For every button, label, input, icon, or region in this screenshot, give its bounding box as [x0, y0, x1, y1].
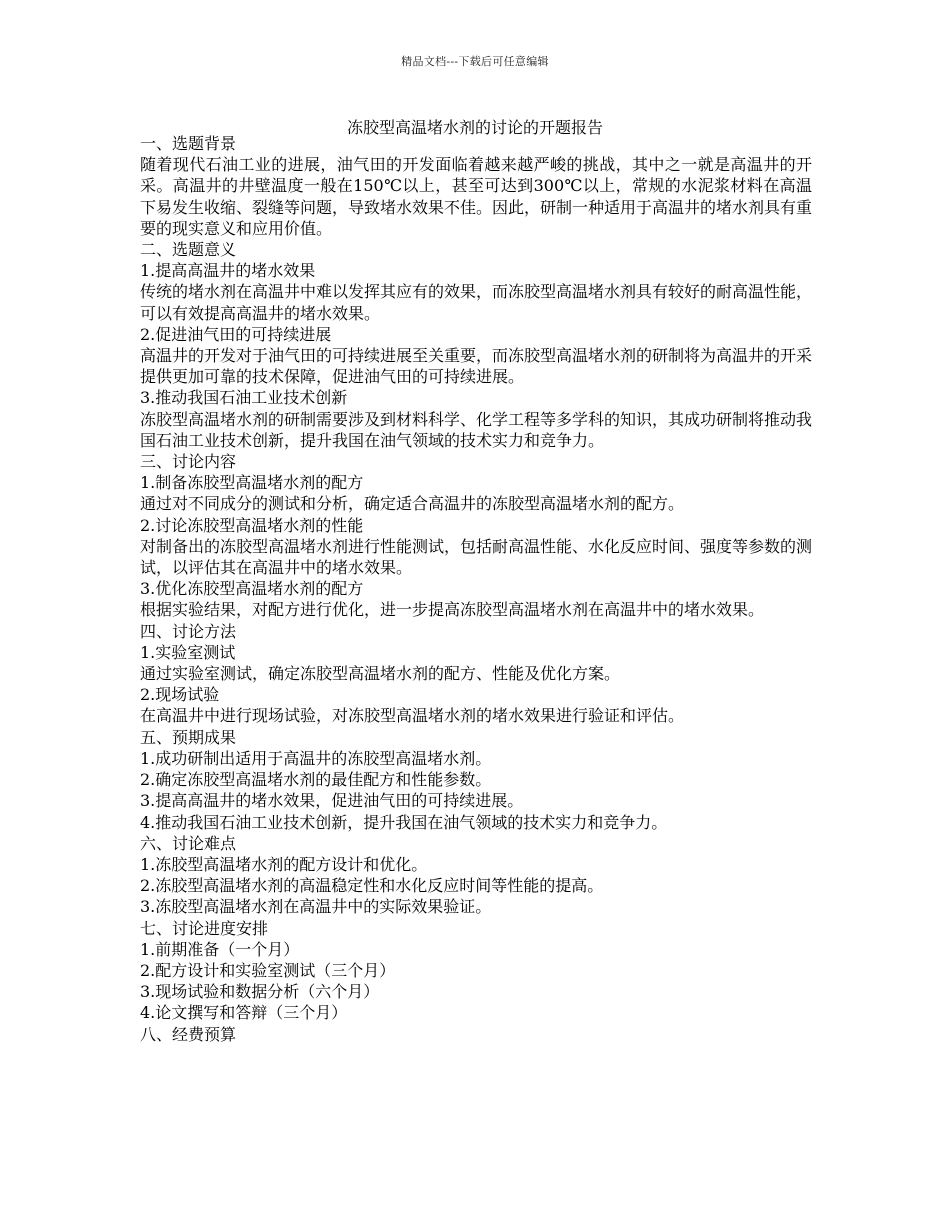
subheading: 1.提高高温井的堵水效果	[140, 261, 316, 281]
section-heading: 八、经费预算	[140, 1024, 237, 1044]
paragraph: 通过实验室测试，确定冻胶型高温堵水剂的配方、性能及优化方案。	[140, 664, 621, 684]
list-item: 3.现场试验和数据分析（六个月）	[140, 982, 380, 1002]
subheading: 2.讨论冻胶型高温堵水剂的性能	[140, 515, 364, 535]
section-heading: 四、讨论方法	[140, 621, 237, 641]
subheading: 1.制备冻胶型高温堵水剂的配方	[140, 473, 364, 493]
list-item: 3.提高高温井的堵水效果，促进油气田的可持续进展。	[140, 791, 524, 811]
section-heading: 一、选题背景	[140, 134, 237, 153]
paragraph: 冻胶型高温堵水剂的研制需要涉及到材料科学、化学工程等多学科的知识，其成功研制将推动我国石油工业技术创新，提升我国在油气领域的技术实力和竞争力。	[140, 409, 813, 450]
subheading: 3.优化冻胶型高温堵水剂的配方	[140, 579, 364, 599]
paragraph: 随着现代石油工业的进展，油气田的开发面临着越来越严峻的挑战，其中之一就是高温井的开采。高温井的井壁温度一般在150℃以上，甚至可达到300℃以上，常规的水泥浆材料在高温下易发生收缩、裂缝等问题，导致堵水效果不佳。因此，研制一种适用于高温井的堵水剂具有重要的现实意义和应用价值。	[140, 155, 813, 238]
section-heading: 六、讨论难点	[140, 833, 237, 853]
document-title: 冻胶型高温堵水剂的讨论的开题报告	[346, 118, 603, 137]
list-item: 1.成功研制出适用于高温井的冻胶型高温堵水剂。	[140, 748, 492, 768]
paragraph: 高温井的开发对于油气田的可持续进展至关重要，而冻胶型高温堵水剂的研制将为高温井的开采提供更加可靠的技术保障，促进油气田的可持续进展。	[140, 346, 813, 387]
page-header: 精品文档---下载后可任意编辑	[401, 55, 549, 68]
subheading: 3.推动我国石油工业技术创新	[140, 388, 348, 408]
paragraph: 通过对不同成分的测试和分析，确定适合高温井的冻胶型高温堵水剂的配方。	[140, 494, 685, 514]
subheading: 2.现场试验	[140, 685, 220, 705]
list-item: 1.冻胶型高温堵水剂的配方设计和优化。	[140, 854, 428, 874]
paragraph: 根据实验结果，对配方进行优化，进一步提高冻胶型高温堵水剂在高温井中的堵水效果。	[140, 600, 765, 620]
list-item: 2.确定冻胶型高温堵水剂的最佳配方和性能参数。	[140, 770, 492, 790]
subheading: 2.促进油气田的可持续进展	[140, 324, 332, 344]
section-heading: 三、讨论内容	[140, 452, 237, 472]
list-item: 1.前期准备（一个月）	[140, 939, 300, 959]
section-heading: 二、选题意义	[140, 240, 237, 260]
list-item: 2.冻胶型高温堵水剂的高温稳定性和水化反应时间等性能的提高。	[140, 876, 604, 896]
section-heading: 七、讨论进度安排	[140, 918, 269, 938]
paragraph: 传统的堵水剂在高温井中难以发挥其应有的效果，而冻胶型高温堵水剂具有较好的耐高温性能，可以有效提高高温井的堵水效果。	[140, 282, 813, 323]
list-item: 2.配方设计和实验室测试（三个月）	[140, 960, 396, 980]
paragraph: 对制备出的冻胶型高温堵水剂进行性能测试，包括耐高温性能、水化反应时间、强度等参数的测试，以评估其在高温井中的堵水效果。	[140, 536, 813, 578]
list-item: 4.论文撰写和答辩（三个月）	[140, 1003, 348, 1023]
subheading: 1.实验室测试	[140, 642, 236, 662]
paragraph: 在高温井中进行现场试验，对冻胶型高温堵水剂的堵水效果进行验证和评估。	[140, 706, 685, 726]
list-item: 3.冻胶型高温堵水剂在高温井中的实际效果验证。	[140, 897, 492, 917]
document-body	[140, 133, 812, 1045]
list-item: 4.推动我国石油工业技术创新，提升我国在油气领域的技术实力和竞争力。	[140, 812, 668, 832]
section-heading: 五、预期成果	[140, 727, 237, 747]
